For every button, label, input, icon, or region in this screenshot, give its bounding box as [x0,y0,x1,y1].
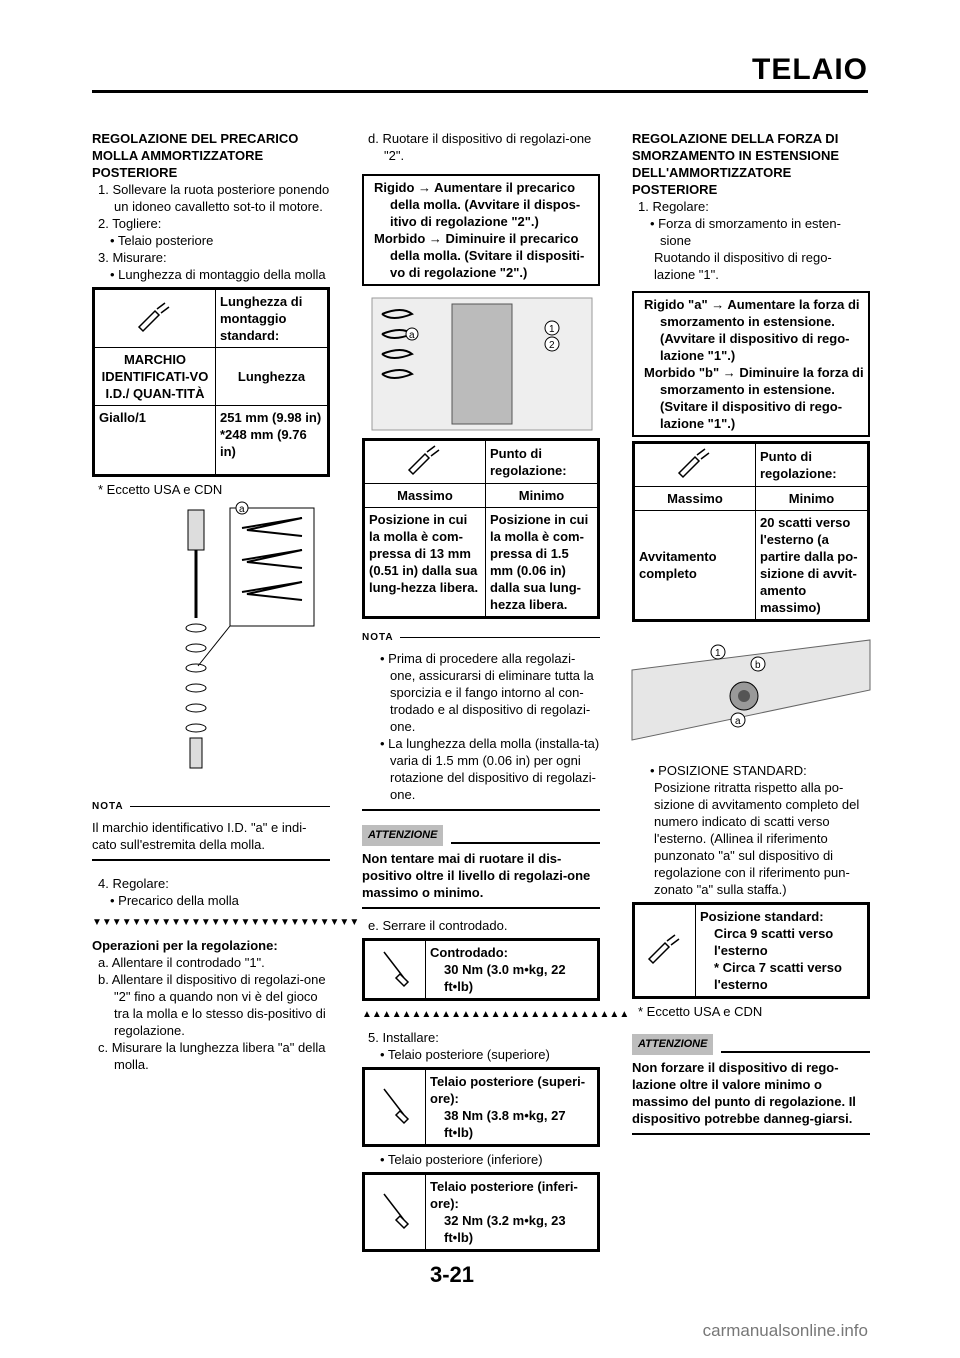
note-1: • Prima di procedere alla regolazi-one, assicurarsi di eliminare tutta la sporcizia e il fango intorno al con-trodado e al dispositivo di regolazi-one. [380,651,594,734]
spec-table-adjust-point [362,438,600,619]
page-title: TELAIO [752,53,868,86]
attention-label: ATTENZIONE [632,1034,713,1055]
note-label: NOTA [92,801,124,812]
step-5: 5. Installare: [368,1030,439,1045]
spec-table-standard-position [632,902,870,999]
op-e: e. Serrare il controdado. [368,918,508,933]
footnote: * Eccetto USA e CDN [638,1004,763,1019]
attention-header [362,825,600,846]
fig-label-2: 2 [549,340,555,351]
wrench-icon [635,444,756,487]
fig-label-a: a [239,504,245,515]
torque-value: 32 Nm (3.2 m•kg, 23 ft•lb) [444,1213,566,1245]
torque-wrench-icon [365,1175,426,1250]
torque-box-lower [362,1172,600,1252]
spec-title: Lunghezza di montaggio standard: [216,290,328,348]
fig-label-b: b [755,660,761,671]
section-heading: REGOLAZIONE DEL PRECARICO MOLLA AMMORTIZZATORE POSTERIORE [92,131,299,180]
torque-title: Controdado: [430,945,508,960]
spec-title: Posizione standard: [700,909,824,924]
box-line-morbido: Morbido "b" → Diminuire la forza di smorzamento in estensione. (Svitare il dispositivo di rego-lazione "1".) [644,365,864,431]
attention-rule [362,907,600,909]
note-header [92,798,330,815]
section-heading: REGOLAZIONE DELLA FORZA DI SMORZAMENTO IN ESTENSIONE DELL'AMMORTIZZATORE POSTERIORE [632,131,840,197]
spec-col-b: Minimo [756,487,868,511]
box-line-rigido: Rigido → Aumentare il precarico della molla. (Avvitare il dispos-itivo di regolazione "2".) [374,180,581,229]
op-b: b. Allentare il dispositivo di regolazi-one "2" fino a quando non vi è del gioco tra la molla e lo stesso dis-positivo di regolazione. [98,972,326,1038]
note-header [362,629,600,646]
column-3 [632,130,870,1141]
torque-value: 30 Nm (3.0 m•kg, 22 ft•lb) [444,962,566,994]
torque-value: 38 Nm (3.8 m•kg, 27 ft•lb) [444,1108,566,1140]
spec-val-b: 251 mm (9.98 in) *248 mm (9.76 in) [216,406,328,475]
step-3: 3. Misurare: [98,250,167,265]
step-3-item: • Lunghezza di montaggio della molla [110,267,326,282]
damping-box [632,291,870,437]
torque-box-upper [362,1067,600,1147]
header-rule [92,90,868,93]
box-line-morbido: Morbido → Diminuire il precarico della molla. (Svitare il dispositi-vo di regolazione "2".) [374,231,585,280]
fig-label-a: a [735,716,741,727]
step-5-item-2: • Telaio posteriore (inferiore) [380,1152,543,1167]
spec-table-mounting-length [92,287,330,477]
spec-col-a: Massimo [635,487,756,511]
spec-val-a: Avvitamento completo [635,511,756,620]
adjuster-figure [362,294,600,434]
torque-box-locknut [362,938,600,1001]
step-4-item: • Precarico della molla [110,893,239,908]
box-line-rigido: Rigido "a" → Aumentare la forza di smorzamento in estensione. (Avvitare il dispositivo di rego-lazione "1".) [644,297,860,363]
step-2: 2. Togliere: [98,216,162,231]
spec-val-a: Giallo/1 [95,406,216,475]
step-1: 1. Sollevare la ruota posteriore ponendo un idoneo cavalletto sot-to il motore. [98,182,330,214]
fig-label-1: 1 [549,324,555,335]
std-position-text: Posizione ritratta rispetto alla po-sizione di avvitamento completo del numero indicato di scatti verso l'esterno. (Allinea il riferimento punzonato "a" sul dispositivo di regolazione con il riferimento pun-zonato "a" sulla staffa.) [654,780,860,897]
spec-title: Punto di regolazione: [756,444,868,487]
rebound-adjuster-figure [632,630,870,750]
spec-val-a: Posizione in cui la molla è com-pressa di 13 mm (0.51 in) dalla sua lung-hezza libera. [365,508,486,617]
attention-text: Non tentare mai di ruotare il dis-positivo oltre il livello di regolazi-one massimo o minimo. [362,851,591,900]
fig-label-1: 1 [715,648,721,659]
attention-rule [632,1133,870,1135]
spec-col-b: Lunghezza [216,348,328,406]
step-5-item-1: • Telaio posteriore (superiore) [380,1047,550,1062]
note-text: Il marchio identificativo I.D. "a" e indi-cato sull'estremita della molla. [92,820,307,852]
ops-heading: Operazioni per la regolazione: [92,938,278,953]
step-1-sub: Ruotando il dispositivo di rego-lazione "1". [654,250,832,282]
spec-col-a: MARCHIO IDENTIFICATI-VO I.D./ QUAN-TITÀ [95,348,216,406]
shock-spring-figure [92,498,330,788]
wrench-icon [95,290,216,348]
procedure-start-marker: ▼▼▼▼▼▼▼▼▼▼▼▼▼▼▼▼▼▼▼▼▼▼▼▼▼▼▼ [92,917,360,928]
op-d: d. Ruotare il dispositivo di regolazi-one "2". [368,131,592,163]
note-2: • La lunghezza della molla (installa-ta) varia di 1.5 mm (0.06 in) per ogni rotazione del dispositivo di regolazi-one. [380,736,600,802]
page-number: 3-21 [430,1262,475,1287]
note-rule [92,859,330,861]
attention-header [632,1034,870,1055]
wrench-icon [635,905,696,997]
stiffness-box [362,174,600,286]
spec-table-adjust-point [632,441,870,622]
column-2 [362,130,630,1256]
step-4: 4. Regolare: [98,876,169,891]
torque-wrench-icon [365,1070,426,1145]
spec-col-b: Minimo [486,484,598,508]
step-1: 1. Regolare: [638,199,709,214]
note-label: NOTA [362,632,394,643]
op-a: a. Allentare il controdado "1". [98,955,265,970]
watermark: carmanualsonline.info [702,1321,868,1340]
spec-value-2: * Circa 7 scatti verso l'esterno [714,960,842,992]
op-c: c. Misurare la lunghezza libera "a" della molla. [98,1040,326,1072]
attention-label: ATTENZIONE [362,825,443,846]
spec-val-b: Posizione in cui la molla è com-pressa di 1.5 mm (0.06 in) dalla sua lung-hezza libera. [486,508,598,617]
wrench-icon [365,441,486,484]
spec-col-a: Massimo [365,484,486,508]
torque-title: Telaio posteriore (superi-ore): [430,1074,586,1106]
column-1 [92,130,360,1073]
spec-value-1: Circa 9 scatti verso l'esterno [714,926,834,958]
procedure-end-marker: ▲▲▲▲▲▲▲▲▲▲▲▲▲▲▲▲▲▲▲▲▲▲▲▲▲▲▲ [362,1009,630,1020]
attention-text: Non forzare il dispositivo di rego-lazione oltre il valore minimo o massimo del punto di regolazione. Il dispositivo potrebbe danneg-giarsi. [632,1060,856,1126]
spec-title: Punto di regolazione: [486,441,598,484]
spec-val-b: 20 scatti verso l'esterno (a partire dalla po-sizione di avvit-amento massimo) [756,511,868,620]
footnote: * Eccetto USA e CDN [98,482,223,497]
torque-title: Telaio posteriore (inferi-ore): [430,1179,578,1211]
torque-wrench-icon [365,941,426,999]
step-1-item: • Forza di smorzamento in esten-sione [650,216,841,248]
note-rule [362,809,600,811]
step-2-item: • Telaio posteriore [110,233,214,248]
std-position-item: • POSIZIONE STANDARD: [650,763,807,778]
fig-label-a: a [409,330,415,341]
